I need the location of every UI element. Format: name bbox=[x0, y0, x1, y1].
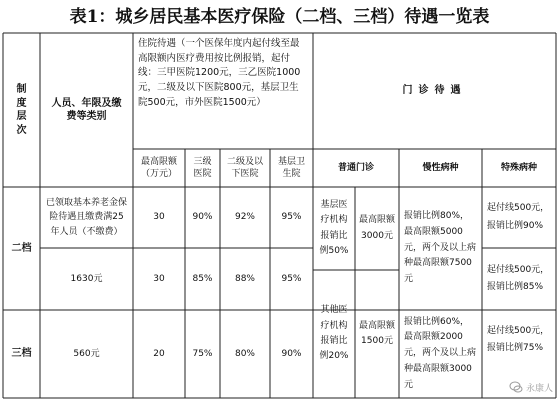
tier3-chronic: 报销比例60%，最高限额2000元，两个及以上病种最高限额3000元 bbox=[404, 316, 477, 390]
tier2-fee: 1630元 bbox=[70, 273, 103, 284]
retiree-category: 已领取基本养老金保险待遇且缴费满25年人员（不缴费） bbox=[46, 197, 128, 237]
tier2-general-limit: 最高限额3000元 bbox=[359, 215, 396, 241]
tier3-max: 20 bbox=[153, 348, 165, 359]
watermark-text: 永康人 bbox=[525, 383, 553, 394]
header-category: 人员、年限及缴费等类别 bbox=[51, 97, 122, 122]
tier2-special-a: 起付线500元，报销比例90% bbox=[487, 203, 550, 231]
tier3-general-ratio: 其他医疗机构报销比例20% bbox=[319, 305, 349, 362]
tier2-general-ratio: 基层医疗机构报销比例50% bbox=[319, 199, 349, 256]
header-system-level: 制度层次 bbox=[16, 84, 27, 136]
tier3-tier3: 75% bbox=[192, 348, 213, 359]
header-tier3-hospital: 三级医院 bbox=[193, 156, 212, 179]
header-grassroots: 基层卫生院 bbox=[278, 156, 306, 179]
tier3-tier2: 80% bbox=[234, 348, 255, 359]
tier2-grassroots: 95% bbox=[281, 273, 302, 284]
watermark bbox=[509, 380, 553, 394]
retiree-tier2: 92% bbox=[234, 212, 255, 223]
table-title: 表1：城乡居民基本医疗保险（二档、三档）待遇一览表 bbox=[69, 7, 490, 27]
retiree-max: 30 bbox=[153, 212, 165, 223]
tier2-special-b: 起付线500元，报销比例85% bbox=[487, 264, 550, 292]
header-outpatient: 门诊待遇 bbox=[402, 85, 467, 97]
tier2-tier3: 85% bbox=[192, 273, 213, 284]
header-chronic: 慢性病种 bbox=[422, 162, 459, 173]
header-inpatient: 住院待遇（一个医保年度内起付线至最高限额内医疗费用按比例报销，起付线：三甲医院1200元，三乙医院1000元，二级及以下医院800元，基层卫生院500元，市外医院1500元） bbox=[138, 38, 301, 108]
tier3-fee: 560元 bbox=[73, 348, 100, 359]
row-label-tier3: 三档 bbox=[11, 348, 32, 360]
header-tier2-hospital: 二级及以下医院 bbox=[226, 156, 263, 179]
row-label-tier2: 二档 bbox=[11, 242, 32, 254]
chat-bubble-icon bbox=[509, 380, 523, 394]
retiree-grassroots: 95% bbox=[281, 212, 302, 223]
retiree-tier3: 90% bbox=[192, 212, 213, 223]
header-max-limit: 最高限额（万元） bbox=[140, 156, 177, 179]
tier2-tier2: 88% bbox=[234, 273, 255, 284]
header-special: 特殊病种 bbox=[500, 162, 537, 173]
header-general-outpatient: 普通门诊 bbox=[337, 162, 374, 173]
tier3-grassroots: 90% bbox=[281, 348, 302, 359]
tier2-max: 30 bbox=[153, 273, 165, 284]
tier3-special: 起付线500元，报销比例75% bbox=[487, 325, 550, 353]
tier2-chronic: 报销比例80%，最高限额5000元，两个及以上病种最高限额7500元 bbox=[404, 211, 477, 285]
tier3-general-limit: 最高限额1500元 bbox=[359, 320, 396, 346]
